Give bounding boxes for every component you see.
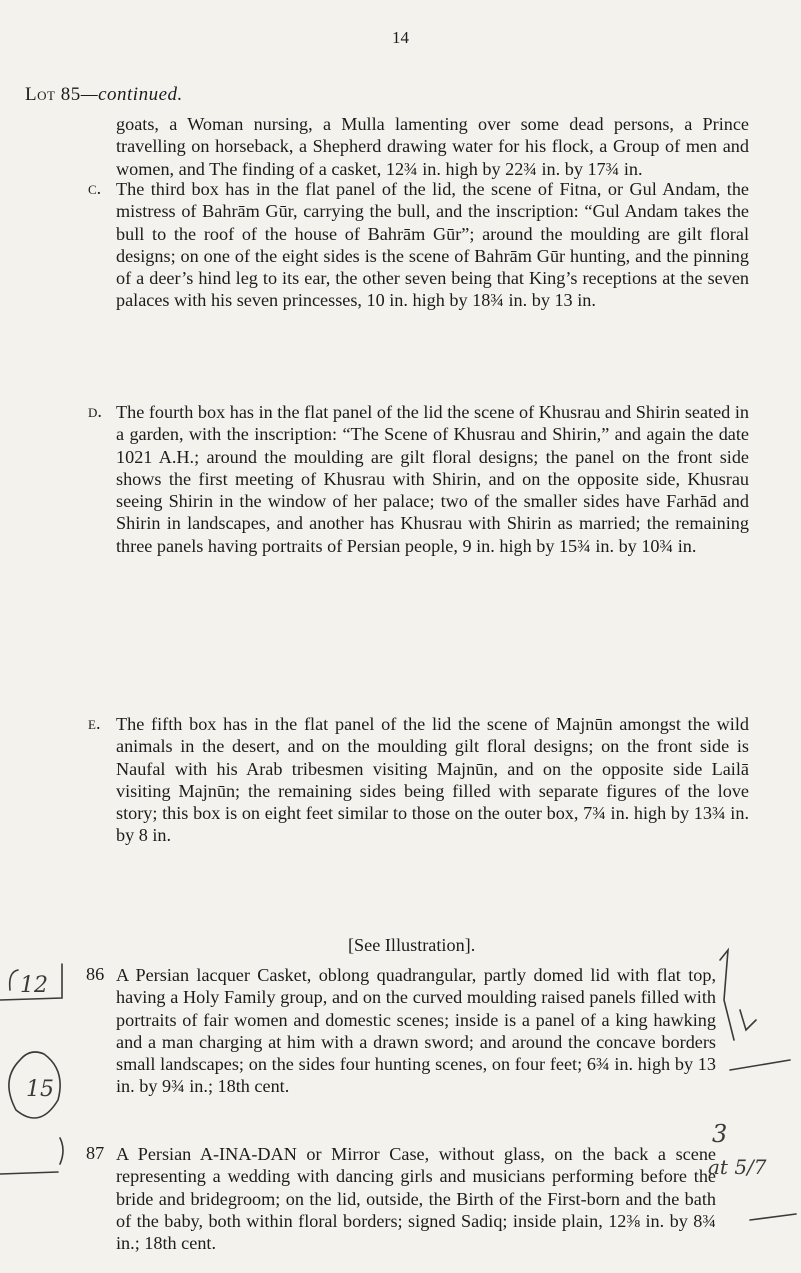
- margin-note-87: 15: [26, 1077, 54, 1102]
- lot-86-number: 86: [86, 964, 105, 984]
- bracket-86-stroke: [10, 970, 18, 990]
- margin-note-86: 12: [20, 973, 48, 998]
- page-number: 14: [392, 28, 409, 47]
- lot-word: Lot: [25, 84, 56, 105]
- lot-87-description: A Persian A-INA-DAN or Mirror Case, without glass, on the back a scene representing a wedding with dancing girls and musicians performing before the bride and bridegroom; on the lid, outside, the Birth of the First-born and the bath of the baby, both within floral borders; signed Sadiq; inside plain, 12⅜ in. by 8¾ in.; 18th cent.: [116, 1144, 716, 1254]
- item-label-c: c.: [88, 178, 102, 198]
- right-scrawl-1: [720, 950, 734, 1040]
- lot-86-description: A Persian lacquer Casket, oblong quadrangular, partly domed lid with flat top, having a Holy Family group, and on the curved moulding raised panels filled with portraits of fair women and domestic scenes; inside is a panel of a king hawking and a man charging at him with a drawn sword; and around the concave borders small landscapes; on the sides four hunting scenes, on four feet; 6¾ in. high by 13 in. by 9¾ in.; 18th cent.: [116, 965, 716, 1097]
- right-scrawl-2: [740, 1010, 756, 1030]
- bracket-86-line: [0, 964, 62, 1000]
- right-scrawl-4: [750, 1214, 796, 1220]
- continued-label: —continued.: [80, 84, 183, 105]
- item-label-d: d.: [88, 401, 102, 421]
- right-note-87b: at 5/7: [708, 1155, 767, 1179]
- right-note-87: 3: [712, 1120, 728, 1148]
- see-illustration-note: [See Illustration].: [348, 935, 476, 955]
- right-scrawl-3: [730, 1060, 790, 1070]
- circle-scrawl: [9, 1052, 60, 1118]
- item-e-text: The fifth box has in the flat panel of the lid the scene of Majnūn amongst the wild animals in the desert, and on the moulding gilt floral designs; on the front side is Naufal with his Arab tribesmen visiting Majnūn, and on the opposite side Lailā visiting Majnūn; the remaining sides being filled with separate figures of the love story; this box is on eight feet similar to those on the outer box, 7¾ in. high by 13¾ in. by 8 in.: [116, 714, 749, 846]
- item-d-text: The fourth box has in the flat panel of the lid the scene of Khusrau and Shirin seated in a garden, with the inscription: “The Scene of Khusrau and Shirin,” and again the date 1021 A.H.; around the moulding are gilt floral designs; the panel on the front side shows the first meeting of Khusrau with Shirin, and on the opposite side, Khusrau seeing Shirin in the window of her palace; two of the smaller sides have Farhād and Shirin in landscapes, and another has Khusrau with Shirin as married; the remaining three panels having portraits of Persian people, 9 in. high by 15¾ in. by 10¾ in.: [116, 402, 749, 556]
- underline-87: [0, 1172, 58, 1174]
- item-label-e: e.: [88, 713, 101, 733]
- lot-number: 85: [60, 84, 81, 105]
- item-continuation-text: goats, a Woman nursing, a Mulla lamenting over some dead persons, a Prince travelling on horseback, a Shepherd drawing water for his flock, a Group of men and women, and The finding of a casket, 12¾ in. high by 22¾ in. by 17¾ in.: [116, 114, 749, 179]
- item-c-text: The third box has in the flat panel of the lid, the scene of Fitna, or Gul Andam, the mistress of Bahrām Gūr, carrying the bull, and the inscription: “Gul Andam takes the bull to the roof of the house of Bahrām Gūr”; around the moulding are gilt floral designs; on one of the eight sides is the scene of Bahrām Gūr hunting, and the pinning of a deer’s hind leg to its ear, the other seven being that King’s receptions at the seven palaces with his seven princesses, 10 in. high by 18¾ in. by 13 in.: [116, 179, 749, 311]
- lot-heading: [25, 84, 183, 106]
- bracket-87-stroke: [60, 1138, 63, 1164]
- lot-87-number: 87: [86, 1143, 105, 1163]
